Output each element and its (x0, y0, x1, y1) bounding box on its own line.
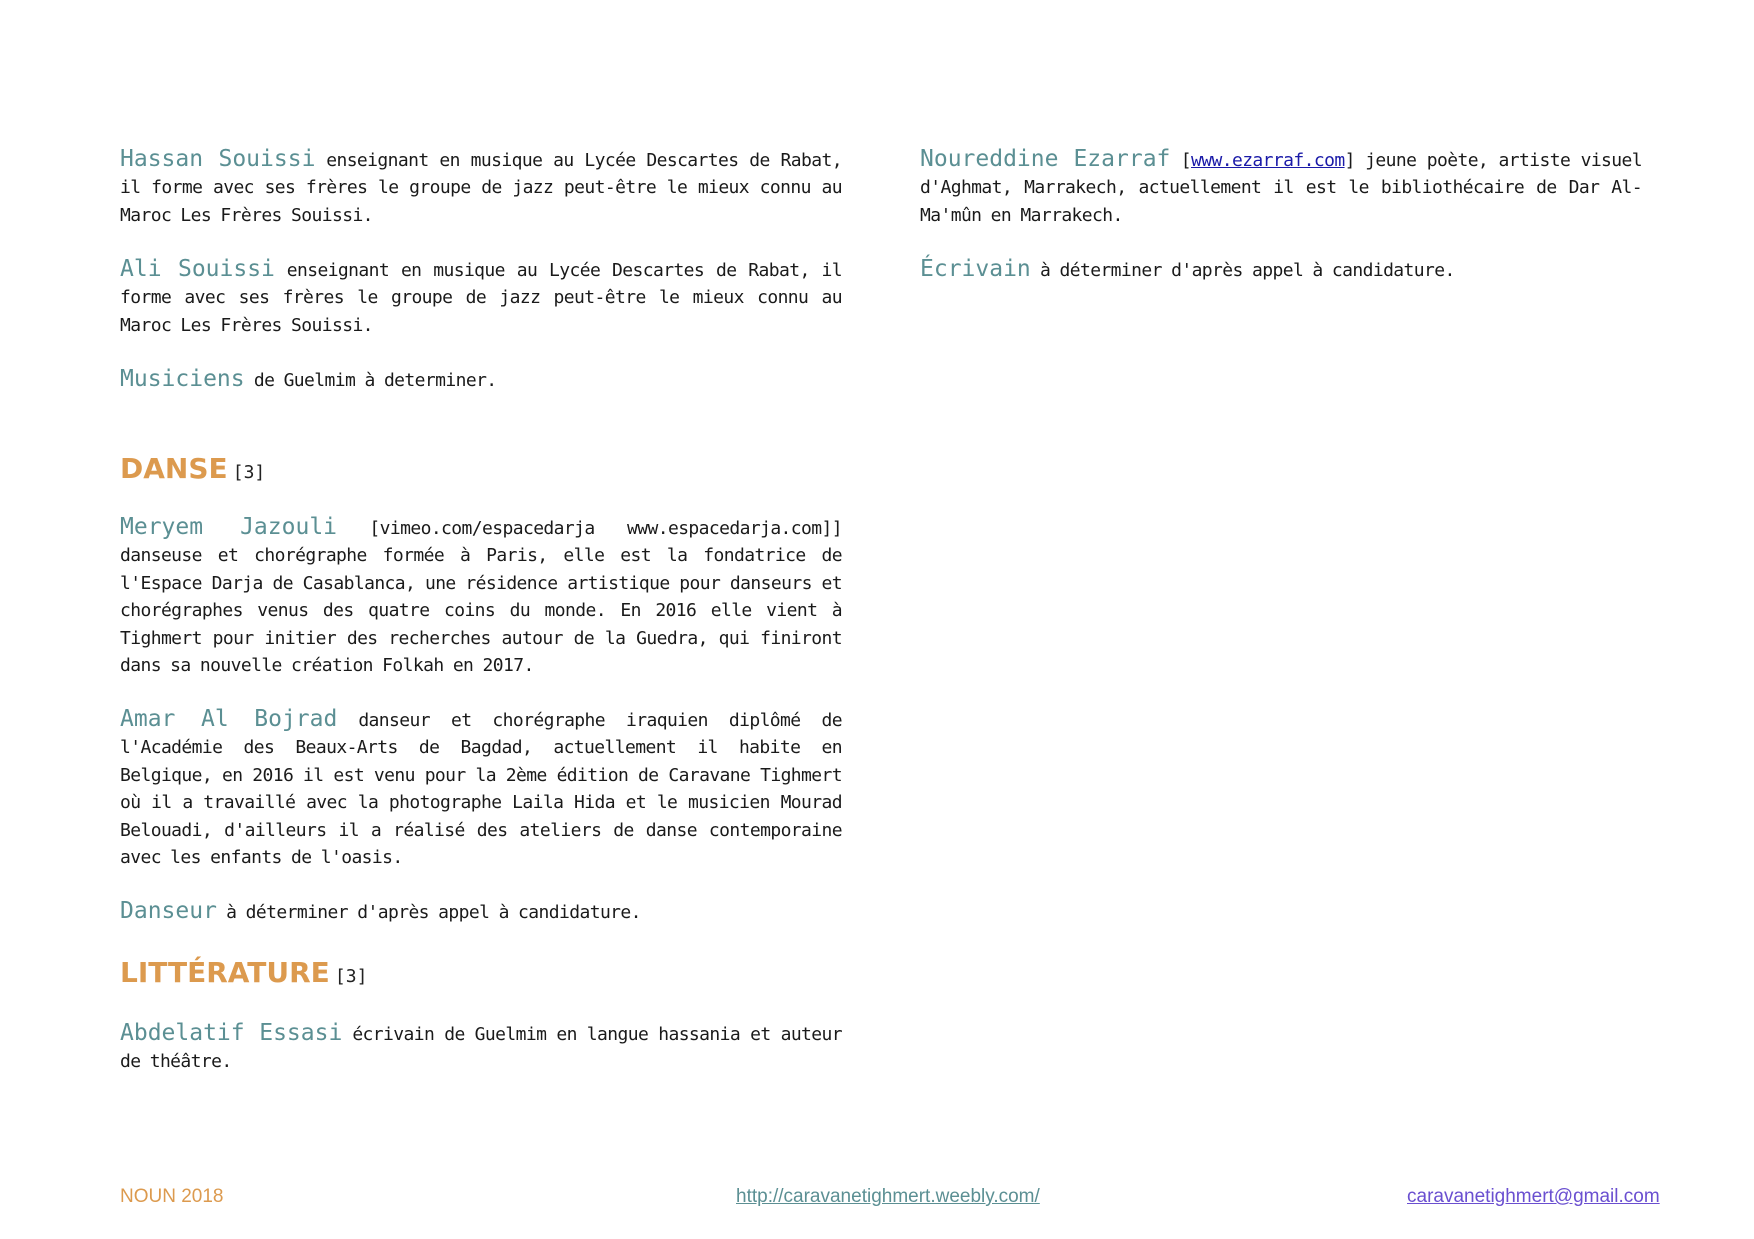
entry-ali-souissi (120, 256, 842, 339)
entry-name: Abdelatif Essasi (120, 1020, 343, 1046)
entry-text: à déterminer d'après appel à candidature. (1030, 260, 1455, 281)
footer-noun-2018: NOUN 2018 (120, 1186, 224, 1207)
entry-text: danseur et chorégraphe iraquien diplômé de l'Académie des Beaux-Arts de Bagdad, actuellement il habite en Belgique, en 2016 il est venu pour la 2ème édition de Caravane Tighmert où il a travaillé avec la photographe Laila Hida et le musicien Mourad Belouadi, d'ailleurs il a réalisé des ateliers de danse contemporaine avec les enfants de l'oasis. (120, 710, 842, 869)
ezarraf-link[interactable]: www.ezarraf.com (1191, 150, 1345, 171)
entry-name: Amar Al Bojrad (120, 706, 338, 732)
entry-name: Ali Souissi (120, 256, 275, 282)
entry-abdelatif-essasi (120, 1020, 842, 1076)
entry-text: [vimeo.com/espacedarja www.espacedarja.com]] danseuse et chorégraphe formée à Paris, elle est la fondatrice de l'Espace Darja de Casablanca, une résidence artistique pour danseurs et chorégraphes venus des quatre coins du monde. En 2016 elle vient à Tighmert pour initier des recherches autour de la Guedra, qui finiront dans sa nouvelle création Folkah en 2017. (120, 518, 842, 677)
section-heading-danse (120, 452, 265, 490)
entry-musiciens (120, 366, 842, 394)
entry-name: Noureddine Ezarraf (920, 146, 1171, 172)
entry-text: ] jeune poète, artiste visuel d'Aghmat, Marrakech, actuellement il est le bibliothécaire de Dar Al-Ma'mûn en Marrakech. (920, 150, 1643, 226)
footer-website-link[interactable]: http://caravanetighmert.weebly.com/ (736, 1186, 1040, 1207)
section-count: [3] (334, 966, 368, 987)
entry-ecrivain (920, 256, 1642, 284)
entry-text: à déterminer d'après appel à candidature. (216, 902, 641, 923)
section-count: [3] (232, 462, 266, 483)
entry-text: enseignant en musique au Lycée Descartes de Rabat, il forme avec ses frères le groupe de jazz peut-être le mieux connu au Maroc Les Frères Souissi. (120, 260, 843, 336)
entry-amar-al-bojrad (120, 706, 842, 871)
entry-name: Hassan Souissi (120, 146, 316, 172)
entry-meryem-jazouli (120, 514, 842, 679)
entry-name: Musiciens (120, 366, 245, 392)
entry-text: de Guelmim à determiner. (244, 370, 497, 391)
entry-name: Danseur (120, 898, 217, 924)
footer-email-link[interactable]: caravanetighmert@gmail.com (1407, 1186, 1660, 1207)
entry-text: écrivain de Guelmim en langue hassania et auteur de théâtre. (120, 1024, 843, 1073)
section-title: LITTÉRATURE (120, 956, 330, 989)
entry-text-pre: [ (1170, 150, 1192, 171)
section-title: DANSE (120, 452, 228, 485)
entry-text: enseignant en musique au Lycée Descartes de Rabat, il forme avec ses frères le groupe de jazz peut-être le mieux connu au Maroc Les Frères Souissi. (120, 150, 842, 226)
entry-name: Écrivain (920, 256, 1031, 282)
entry-name: Meryem Jazouli (120, 514, 338, 540)
section-heading-litterature (120, 956, 367, 994)
entry-noureddine-ezarraf (920, 146, 1642, 229)
entry-hassan-souissi (120, 146, 842, 229)
entry-danseur (120, 898, 842, 926)
